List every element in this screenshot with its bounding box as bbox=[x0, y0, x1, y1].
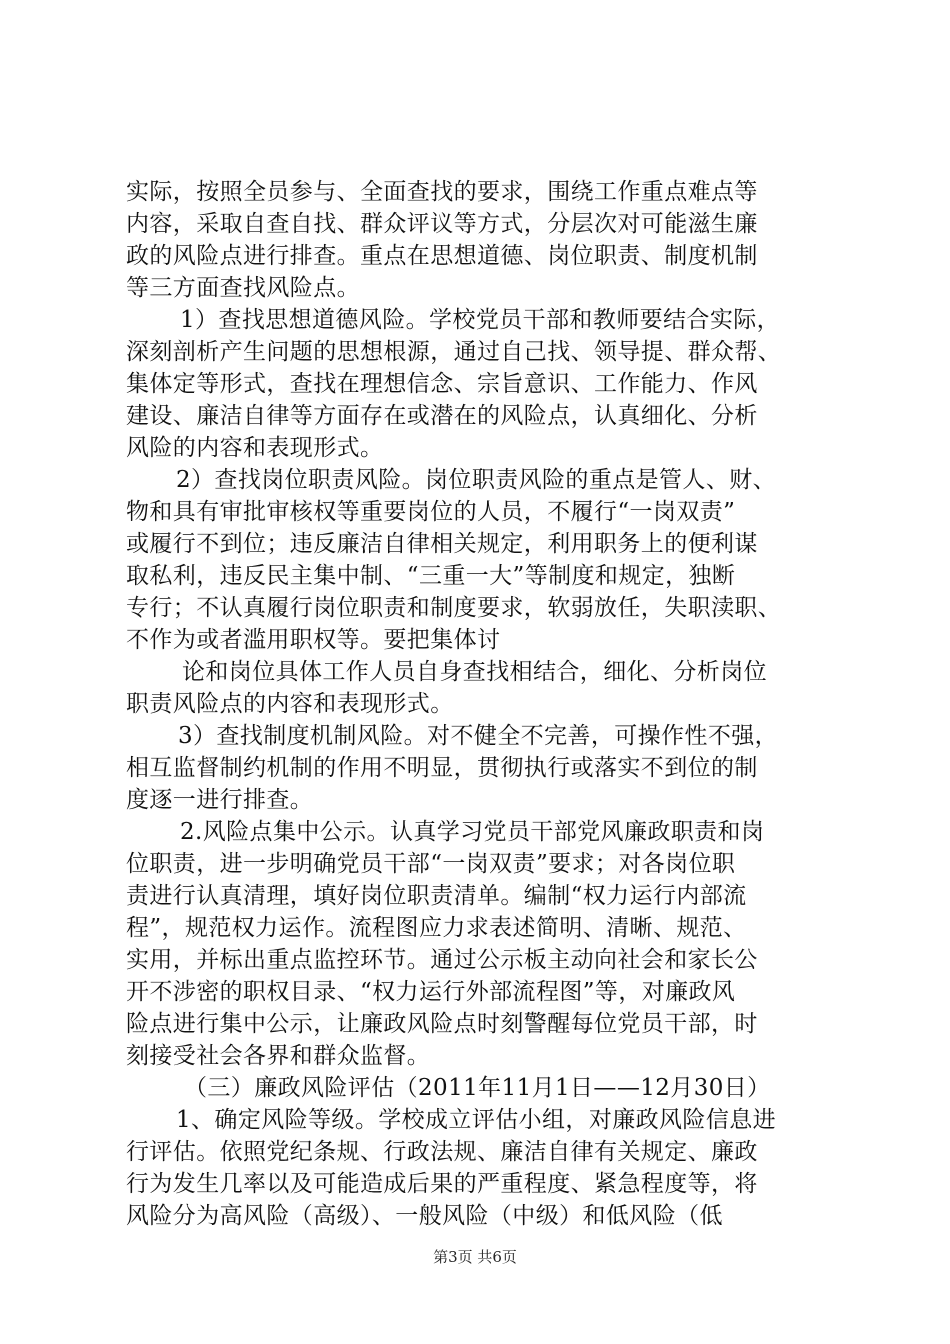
text-line: 相互监督制约机制的作用不明显，贯彻执行或落实不到位的制 bbox=[126, 755, 758, 781]
text-line: 实际，按照全员参与、全面查找的要求，围绕工作重点难点等 bbox=[126, 179, 758, 205]
page-footer: 第3页 共6页 bbox=[433, 1248, 517, 1266]
text-line: 2.风险点集中公示。认真学习党员干部党风廉政职责和岗 bbox=[180, 819, 765, 845]
text-line: 刻接受社会各界和群众监督。 bbox=[126, 1043, 431, 1069]
text-line: 建设、廉洁自律等方面存在或潜在的风险点，认真细化、分析 bbox=[126, 403, 758, 429]
text-line: 责进行认真清理，填好岗位职责清单。编制“权力运行内部流 bbox=[126, 883, 747, 909]
text-line: 3）查找制度机制风险。对不健全不完善，可操作性不强， bbox=[178, 723, 779, 749]
text-line: 集体定等形式，查找在理想信念、宗旨意识、工作能力、作风 bbox=[126, 371, 758, 397]
text-line: 取私利，违反民主集中制、“三重一大”等制度和规定，独断 bbox=[126, 563, 736, 589]
text-line: 物和具有审批审核权等重要岗位的人员，不履行“一岗双责” bbox=[126, 499, 736, 525]
text-line: 1、确定风险等级。学校成立评估小组，对廉政风险信息进 bbox=[176, 1107, 777, 1133]
text-line: 行评估。依照党纪条规、行政法规、廉洁自律有关规定、廉政 bbox=[126, 1139, 758, 1165]
body-text bbox=[126, 176, 838, 1232]
text-line: 行为发生几率以及可能造成后果的严重程度、紧急程度等，将 bbox=[126, 1171, 758, 1197]
text-line: 职责风险点的内容和表现形式。 bbox=[126, 691, 454, 717]
text-line: 专行；不认真履行岗位职责和制度要求，软弱放任，失职渎职、 bbox=[126, 595, 782, 621]
text-line: 实用，并标出重点监控环节。通过公示板主动向社会和家长公 bbox=[126, 947, 758, 973]
text-line: 或履行不到位；违反廉洁自律相关规定，利用职务上的便利谋 bbox=[126, 531, 758, 557]
text-line: 度逐一进行排查。 bbox=[126, 787, 314, 813]
text-line: （三）廉政风险评估（2011年11月1日——12月30日） bbox=[184, 1075, 771, 1101]
text-line: 不作为或者滥用职权等。要把集体讨 bbox=[126, 627, 501, 653]
text-line: 深刻剖析产生问题的思想根源，通过自己找、领导提、群众帮、 bbox=[126, 339, 782, 365]
text-line: 程”，规范权力运作。流程图应力求表述简明、清晰、规范、 bbox=[126, 915, 747, 941]
text-line: 内容，采取自查自找、群众评议等方式，分层次对可能滋生廉 bbox=[126, 211, 758, 237]
text-line: 1）查找思想道德风险。学校党员干部和教师要结合实际， bbox=[180, 307, 781, 333]
text-line: 2）查找岗位职责风险。岗位职责风险的重点是管人、财、 bbox=[176, 467, 777, 493]
text-line: 等三方面查找风险点。 bbox=[126, 275, 360, 301]
text-line: 论和岗位具体工作人员自身查找相结合，细化、分析岗位 bbox=[182, 659, 767, 685]
text-line: 政的风险点进行排查。重点在思想道德、岗位职责、制度机制 bbox=[126, 243, 758, 269]
text-line: 位职责，进一步明确党员干部“一岗双责”要求；对各岗位职 bbox=[126, 851, 736, 877]
text-line: 开不涉密的职权目录、“权力运行外部流程图”等，对廉政风 bbox=[126, 979, 736, 1005]
text-line: 险点进行集中公示，让廉政风险点时刻警醒每位党员干部，时 bbox=[126, 1011, 758, 1037]
text-line: 风险的内容和表现形式。 bbox=[126, 435, 384, 461]
text-line: 风险分为高风险（高级）、一般风险（中级）和低风险（低 bbox=[126, 1203, 723, 1229]
